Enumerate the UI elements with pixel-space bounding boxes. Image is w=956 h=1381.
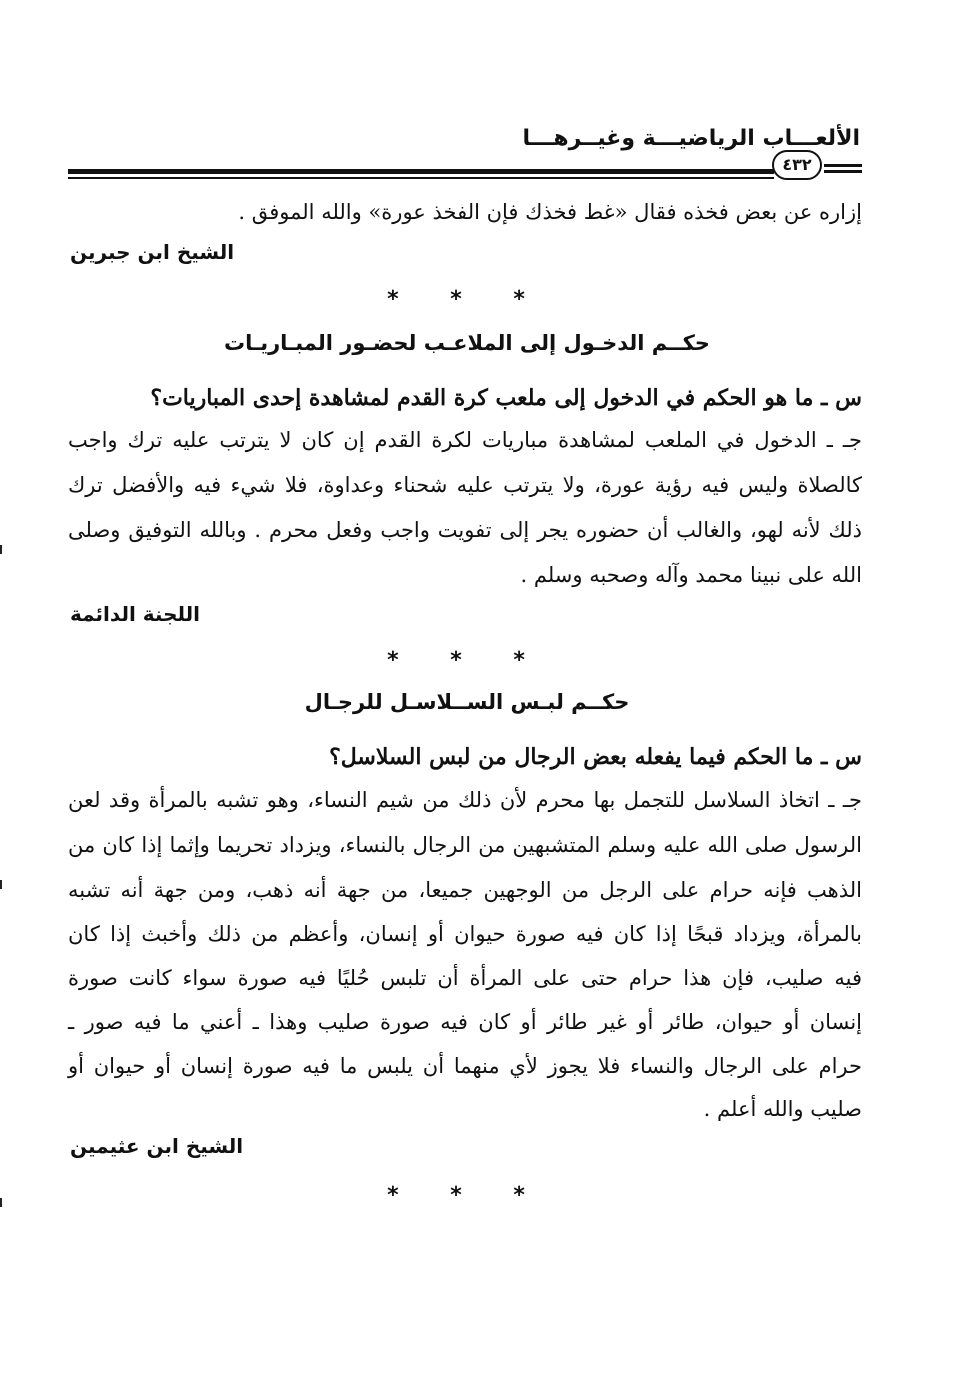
section1-signature: اللجنة الدائمة (70, 602, 201, 626)
section1-title: حكــم الدخـول إلى الملاعـب لحضـور المبـاريـات (224, 331, 710, 355)
section2-answer-line: الذهب فإنه حرام على الرجل من الوجهين جميعا، من جهة أنه ذهب، ومن جهة أنه تشبه (68, 878, 862, 902)
separator-stars-1: * * * (387, 287, 547, 312)
section2-question: س ـ ما الحكم فيما يفعله بعض الرجال من لبس السلاسل؟ (329, 744, 862, 770)
section2-answer-line: بالمرأة، ويزداد قبحًا إذا كان فيه صورة حيوان أو إنسان، وأعظم من ذلك وأخبث إذا كان (68, 922, 862, 946)
section2-answer-line: جـ ـ اتخاذ السلاسل للتجمل بها محرم لأن ذلك من شيم النساء، وهو تشبه بالمرأة وقد لعن (68, 788, 862, 812)
section1-answer-line: ذلك لأنه لهو، والغالب أن حضوره يجر إلى تفويت واجب وفعل محرم . وبالله التوفيق وصلى (68, 518, 862, 542)
header-rule-right-bottom (824, 170, 862, 173)
intro-signature: الشيخ ابن جبرين (70, 240, 235, 264)
scan-edge-mark (0, 545, 2, 554)
intro-line: إزاره عن بعض فخذه فقال «غط فخذك فإن الفخذ عورة» والله الموفق . (238, 200, 862, 224)
page-number: ٤٣٢ (772, 150, 822, 180)
header-rule-right-top (824, 164, 862, 167)
section2-answer-line: فيه صليب، فإن هذا حرام حتى على المرأة أن تلبس حُليًا فيه صورة سواء كانت صورة (68, 966, 862, 990)
section2-answer-line: حرام على الرجال والنساء فلا يجوز لأي منهما أن يلبس ما فيه صورة إنسان أو حيوان أو (68, 1054, 862, 1078)
scan-edge-mark (0, 1198, 2, 1207)
section2-title: حكــم لبـس الســلاسـل للرجـال (304, 690, 630, 714)
section2-answer-line: صليب والله أعلم . (703, 1097, 862, 1121)
section2-answer-line: إنسان أو حيوان، طائر أو غير طائر أو كان فيه صورة صليب وهذا ـ أعني ما فيه صور ـ (68, 1010, 862, 1034)
separator-stars-2: * * * (387, 648, 547, 673)
header-rule-thin (68, 177, 774, 179)
section1-answer-line: جـ ـ الدخول في الملعب لمشاهدة مباريات لكرة القدم إن كان لا يترتب عليه ترك واجب (68, 428, 862, 452)
section2-signature: الشيخ ابن عثيمين (70, 1134, 244, 1158)
section1-answer-line: كالصلاة وليس فيه رؤية عورة، ولا يترتب عليه شحناء وعداوة، فلا شيء فيه والأفضل ترك (68, 473, 862, 497)
header-rule-thick (68, 169, 774, 174)
section1-answer-line: الله على نبينا محمد وآله وصحبه وسلم . (520, 563, 862, 587)
section2-answer-line: الرسول صلى الله عليه وسلم المتشبهين من الرجال بالنساء، ويزداد تحريما وإثما إذا كان من (68, 833, 862, 857)
running-header-title: الألعـــاب الرياضيـــة وغيــرهـــا (522, 126, 860, 151)
scan-edge-mark (0, 880, 2, 889)
section1-question: س ـ ما هو الحكم في الدخول إلى ملعب كرة القدم لمشاهدة إحدى المباريات؟ (150, 385, 862, 411)
separator-stars-3: * * * (387, 1183, 547, 1208)
